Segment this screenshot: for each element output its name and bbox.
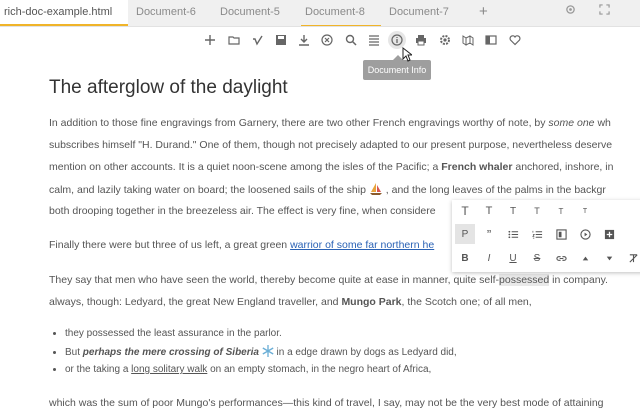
heading-5-button[interactable]: T [558,206,564,216]
tab-document-7[interactable]: Document-7 [389,6,449,18]
tab-document-5[interactable]: Document-5 [220,6,280,18]
search-icon[interactable] [343,32,359,48]
list-item: • they possessed the least assurance in the parlor. [65,327,457,345]
mouse-cursor-icon [402,47,412,62]
plus-icon[interactable] [202,32,218,48]
tab-document-8[interactable]: Document-8 [301,0,381,26]
heading-3-button[interactable]: T [509,205,517,217]
snowflake-icon [262,345,274,357]
sidebar-icon[interactable] [483,32,499,48]
print-icon[interactable] [413,32,429,48]
sailboat-icon [369,182,383,196]
paragraph-1-line-1: In addition to those fine engravings from Garnery, there are two other French engravings worthy of note, by some one wh [49,117,611,129]
paragraph-1-line-2: subscribes himself "H. Durand." One of them, though not precisely adapted to our present purpose, nevertheless deserve [49,139,613,151]
fullscreen-icon[interactable] [597,4,611,18]
paragraph-3-line-2: always, though: Ledyard, the great New England traveller, and Mungo Park, the Scotch one; of all men, [49,296,532,308]
format-panel [452,200,640,272]
paragraph-1-line-3: mention on other accounts. It is a quiet noon-scene among the isles of the Pacific; a French whaler anchored, inshore, in [49,161,614,173]
warrior-link[interactable]: warrior of some far northern he [290,239,435,251]
tab-document-6[interactable]: Document-6 [136,6,196,18]
toolbar [0,28,640,54]
paragraph-1-line-5: both drooping together in the breezeless air. The effect is very fine, when considere [49,205,436,217]
bullet-list-icon[interactable] [503,224,523,244]
heading-4-button[interactable]: T [534,206,540,216]
x-circle-icon[interactable] [319,32,335,48]
paragraph-1-line-4: calm, and lazily taking water on board; the loosened sails of the ship , and the long leaves of the palms in the backgr [49,184,606,196]
clear-format-icon[interactable] [623,248,640,268]
heading-6-button[interactable]: T [582,207,588,215]
vimeo-icon[interactable] [250,32,266,48]
settings-icon[interactable] [563,4,577,18]
bold-button[interactable]: B [461,252,469,264]
list-item: • or the taking a long solitary walk on an empty stomach, in the negro heart of Africa, [65,363,457,381]
triangle-down-icon[interactable] [599,248,619,268]
blockquote-button[interactable]: ” [486,226,492,242]
strikethrough-button[interactable]: S [533,252,541,264]
heart-icon[interactable] [507,32,523,48]
link-icon[interactable] [551,248,571,268]
folder-icon[interactable] [226,32,242,48]
tab-bar [0,0,640,27]
paragraph-2: Finally there were but three of us left, a great green warrior of some far northern he [49,239,435,251]
document-title: The afterglow of the daylight [49,77,288,98]
tab-rich-doc-example[interactable]: rich-doc-example.html [0,0,128,26]
italic-button[interactable]: I [487,252,491,264]
numbered-list-icon[interactable] [527,224,547,244]
insert-block-icon[interactable] [599,224,619,244]
book-icon[interactable] [460,32,476,48]
list-icon[interactable] [366,32,382,48]
list-item: • But perhaps the mere crossing of Siberia in a edge drawn by dogs as Ledyard did, [65,345,457,363]
paragraph-button[interactable]: P [455,224,475,244]
paragraph-4: which was the sum of poor Mungo's performances—this kind of travel, I say, may not be the very best mode of attaining [49,397,604,409]
image-icon[interactable] [551,224,571,244]
add-tab-icon[interactable]: + [479,3,488,20]
underline-button[interactable]: U [509,252,517,264]
bullet-list [49,327,457,381]
gear-icon[interactable] [437,32,453,48]
paragraph-3-line-1: They say that men who have seen the world, thereby become quite at ease in manner, quite self-possessed in company. [49,274,608,286]
download-icon[interactable] [296,32,312,48]
heading-1-button[interactable]: T [461,204,469,218]
triangle-up-icon[interactable] [575,248,595,268]
heading-2-button[interactable]: T [485,205,493,217]
play-video-icon[interactable] [575,224,595,244]
floppy-save-icon[interactable] [273,32,289,48]
document-info-tooltip: Document Info [363,60,431,80]
